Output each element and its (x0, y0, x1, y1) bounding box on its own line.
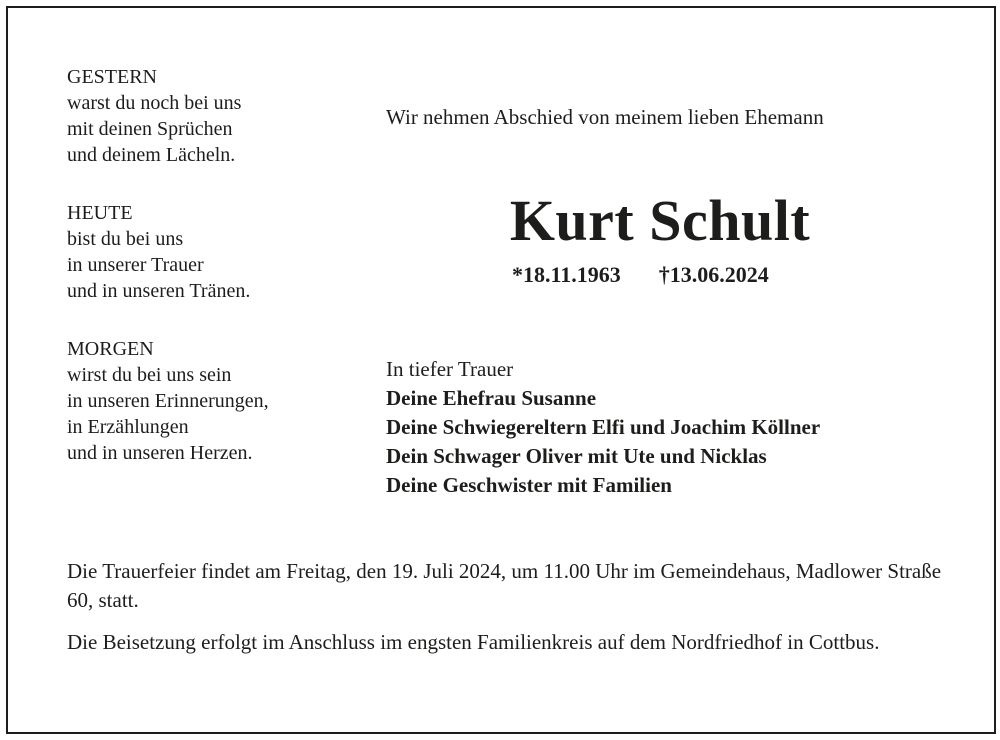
stanza-line: warst du noch bei uns (67, 92, 242, 114)
poem-stanza-gestern (67, 64, 367, 168)
poem (67, 64, 367, 498)
mourner-entry: Dein Schwager Oliver mit Ute und Nicklas (386, 444, 767, 468)
farewell-intro: Wir nehmen Abschied von meinem lieben Ehemann (386, 105, 824, 129)
stanza-line: in Erzählungen (67, 416, 189, 438)
service-notice: Die Trauerfeier findet am Freitag, den 19. Juli 2024, um 11.00 Uhr im Gemeindehaus, Madlower Straße 60, statt. (67, 559, 942, 612)
life-dates (512, 261, 769, 289)
stanza-line: mit deinen Sprüchen (67, 118, 233, 140)
mourner-entry: Deine Schwiegereltern Elfi und Joachim Köllner (386, 415, 821, 439)
funeral-notices (67, 557, 947, 670)
mourning-lead: In tiefer Trauer (386, 357, 514, 381)
mourner-entry: Deine Geschwister mit Familien (386, 473, 672, 497)
stanza-line: und in unseren Tränen. (67, 280, 251, 302)
stanza-line: in unserer Trauer (67, 254, 204, 276)
stanza-line: und in unseren Herzen. (67, 442, 253, 464)
deceased-name: Kurt Schult (509, 188, 811, 253)
mourners-list (386, 355, 820, 500)
stanza-line: und deinem Lächeln. (67, 144, 236, 166)
poem-stanza-morgen (67, 336, 367, 466)
stanza-heading: MORGEN (67, 338, 154, 360)
stanza-heading: GESTERN (67, 66, 157, 88)
stanza-heading: HEUTE (67, 202, 133, 224)
stanza-line: in unseren Erinnerungen, (67, 390, 269, 412)
mourner-entry: Deine Ehefrau Susanne (386, 386, 597, 410)
stanza-line: wirst du bei uns sein (67, 364, 232, 386)
burial-notice: Die Beisetzung erfolgt im Anschluss im engsten Familienkreis auf dem Nordfriedhof in Cottbus. (67, 630, 880, 654)
death-date: †13.06.2024 (658, 262, 769, 287)
stanza-line: bist du bei uns (67, 228, 184, 250)
poem-stanza-heute (67, 200, 367, 304)
birth-date: *18.11.1963 (512, 262, 621, 287)
